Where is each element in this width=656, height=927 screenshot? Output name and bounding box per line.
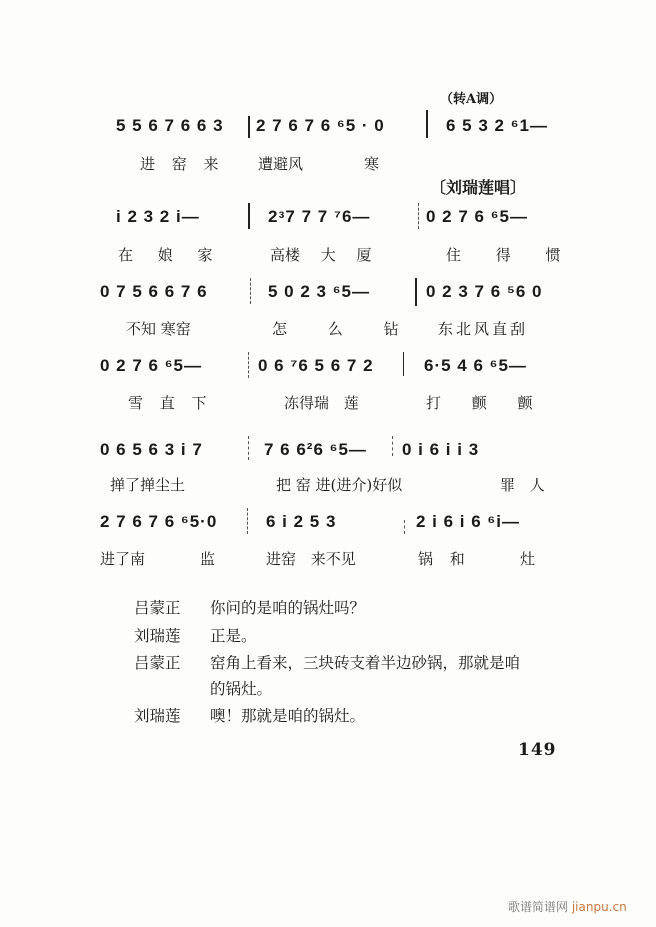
measure-notes: 2 i 6 i 6 ⁶i— xyxy=(416,512,520,531)
page-number: 149 xyxy=(518,740,557,760)
dialogue-text: 窑角上看来，三块砖支着半边砂锅，那就是咱 xyxy=(210,654,521,672)
measure-notes: 0 6 5 6 3 i 7 xyxy=(100,440,203,459)
lyric-line: 进了南 xyxy=(100,550,146,568)
lyric-line: 寒 xyxy=(364,155,380,173)
lyric-line: 掸了掸尘土 xyxy=(110,476,186,494)
dialogue-line-continued xyxy=(134,677,272,699)
dialogue-text: 噢！那就是咱的锅灶。 xyxy=(210,707,366,725)
barline xyxy=(403,352,404,376)
measure-notes: 6·5 4 6 ⁶5— xyxy=(424,356,527,375)
watermark xyxy=(508,898,627,915)
lyric-line: 遭避风 xyxy=(258,155,304,173)
watermark-site-name: 歌谱简谱网 xyxy=(508,900,569,914)
measure-notes: 2 7 6 7 6 ⁶5 · 0 xyxy=(256,116,385,135)
lyric-line: 把 窑 进(进介)好似 xyxy=(276,476,403,494)
measure-notes: i 2 3 2 i— xyxy=(116,207,200,226)
barline xyxy=(426,110,428,138)
key-change-label: （转A调） xyxy=(440,92,503,107)
measure-notes: 2ᵌ7 7 7 ⁷6— xyxy=(268,207,371,226)
lyric-line: 进窑 来不见 xyxy=(266,550,356,568)
speaker-name: 刘瑞莲 xyxy=(134,707,181,725)
measure-notes: 0 2 3 7 6 ⁵6 0 xyxy=(426,282,543,301)
barline xyxy=(418,203,419,229)
lyric-line: 罪 人 xyxy=(500,476,545,494)
barline xyxy=(404,520,405,534)
lyric-line: 怎 么 钻 xyxy=(272,320,399,338)
measure-notes: 0 2 7 6 ⁶5— xyxy=(100,356,202,375)
lyric-line: 东北风直刮 xyxy=(438,320,529,338)
watermark-url: jianpu.cn xyxy=(571,900,627,914)
speaker-name: 吕蒙正 xyxy=(134,654,181,672)
dialogue-line xyxy=(134,596,365,618)
measure-notes: 0 6 ⁷6 5 6 7 2 xyxy=(258,356,374,375)
barline xyxy=(247,508,248,534)
measure-notes: 0 2 7 6 ⁶5— xyxy=(426,207,528,226)
barline xyxy=(248,203,250,229)
lyric-line: 进 窑 来 xyxy=(140,155,219,173)
dialogue-text: 的锅灶。 xyxy=(210,680,273,698)
singer-label: 〔刘瑞莲唱〕 xyxy=(430,178,527,197)
barline xyxy=(248,436,249,460)
dialogue-line xyxy=(134,651,520,673)
lyric-line: 雪 直 下 xyxy=(128,394,207,412)
speaker-name: 吕蒙正 xyxy=(134,599,181,617)
lyric-line: 锅 和 xyxy=(418,550,465,568)
barline xyxy=(415,278,417,306)
lyric-line: 打 颤 颤 xyxy=(426,394,533,412)
lyric-line: 监 xyxy=(200,550,216,568)
lyric-line: 灶 xyxy=(520,550,536,568)
barline xyxy=(248,352,249,378)
measure-notes: 5 0 2 3 ⁶5— xyxy=(268,282,370,301)
lyric-line: 住 得 惯 xyxy=(446,246,561,264)
measure-notes: 2 7 6 7 6 ⁶5·0 xyxy=(100,512,218,531)
lyric-line: 不知 寒窑 xyxy=(126,320,191,338)
lyric-line: 在 娘 家 xyxy=(118,246,213,264)
barline xyxy=(392,436,393,456)
measure-notes: 7 6 6²6 ⁶5— xyxy=(264,440,367,459)
dialogue-text: 正是。 xyxy=(210,627,257,645)
barline xyxy=(250,278,251,304)
lyric-line: 冻得瑞 莲 xyxy=(284,394,359,412)
measure-notes: 0 i 6 i i 3 xyxy=(402,440,480,459)
measure-notes: 0 7 5 6 6 7 6 xyxy=(100,282,208,301)
dialogue-line xyxy=(134,704,365,726)
measure-notes: 6 5 3 2 ⁶1— xyxy=(446,116,548,135)
barline xyxy=(248,116,250,138)
lyric-line: 高楼 大 厦 xyxy=(270,246,372,264)
dialogue-text: 你问的是咱的锅灶吗？ xyxy=(210,599,366,617)
dialogue-line xyxy=(134,624,257,646)
speaker-name: 刘瑞莲 xyxy=(134,627,181,645)
measure-notes: 5 5 6 7 6 6 3 xyxy=(116,116,224,135)
measure-notes: 6 i 2 5 3 xyxy=(266,512,337,531)
